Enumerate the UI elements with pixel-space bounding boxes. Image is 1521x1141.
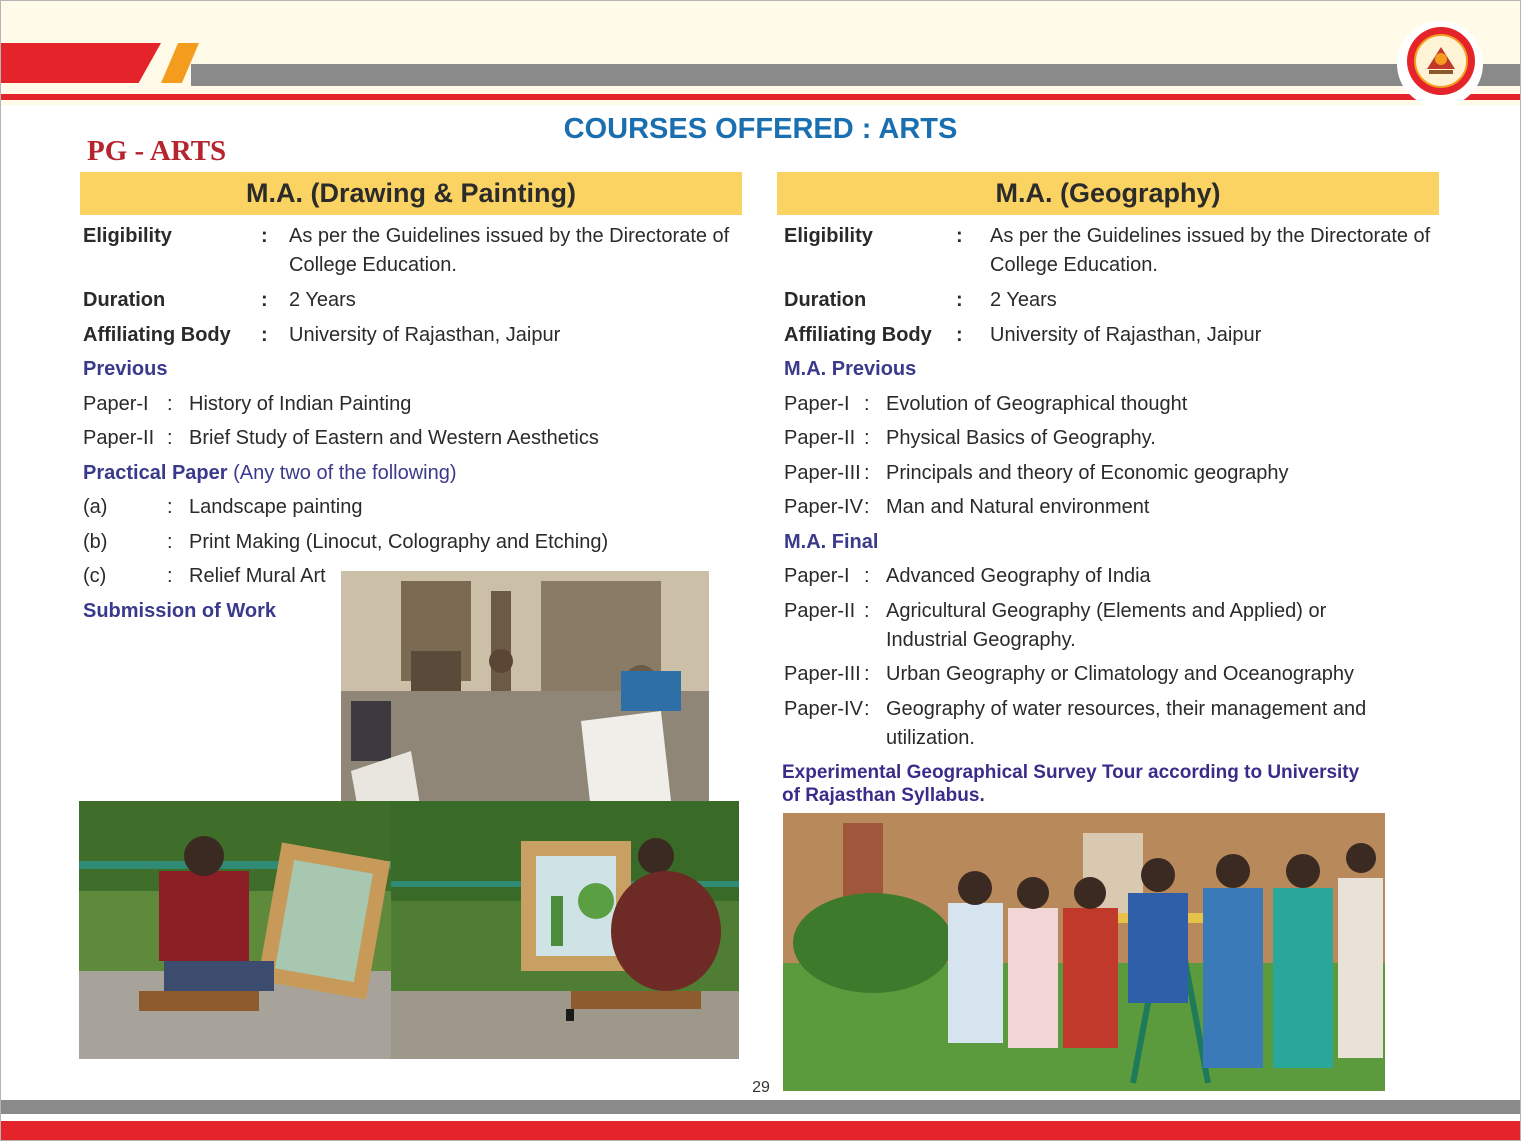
paper-title: Geography of water resources, their management and utilization. <box>886 698 1367 749</box>
duration-label: Duration <box>784 289 867 311</box>
duration-value: 2 Years <box>289 289 356 311</box>
practical-code: (c) <box>83 565 107 587</box>
art-studio-photo <box>341 571 709 833</box>
paper-code: Paper-I <box>784 565 850 587</box>
affiliating-value: University of Rajasthan, Jaipur <box>990 324 1262 346</box>
colon: : <box>864 600 870 622</box>
page-number: 29 <box>752 1079 770 1096</box>
footer-gray-bar <box>1 1100 1520 1114</box>
eligibility-value: As per the Guidelines issued by the Directorate of College Education. <box>289 225 730 276</box>
drawing-painting-heading: M.A. (Drawing & Painting) <box>80 172 742 215</box>
affiliating-value: University of Rajasthan, Jaipur <box>289 324 561 346</box>
paper-code: Paper-II <box>784 600 856 622</box>
colon: : <box>167 496 173 518</box>
submission-label: Submission of Work <box>83 600 276 622</box>
colon: : <box>864 565 870 587</box>
colon: : <box>167 531 173 553</box>
practical-code: (b) <box>83 531 108 553</box>
paper-title: History of Indian Painting <box>189 393 412 415</box>
colon: : <box>167 393 173 415</box>
colon: : <box>864 393 870 415</box>
section-label: PG - ARTS <box>87 135 227 167</box>
paper-title: Urban Geography or Climatology and Oceanography <box>886 663 1355 685</box>
ma-final-label: M.A. Final <box>784 531 879 553</box>
paper-code: Paper-IV <box>784 698 863 720</box>
paper-code: Paper-II <box>784 427 856 449</box>
paper-code: Paper-II <box>83 427 155 449</box>
colon: : <box>864 663 870 685</box>
footer-red-bar <box>1 1121 1520 1140</box>
colon: : <box>956 324 963 346</box>
previous-label: Previous <box>83 358 168 380</box>
duration-label: Duration <box>83 289 166 311</box>
university-seal-icon <box>1405 25 1477 97</box>
ma-previous-label: M.A. Previous <box>784 358 917 380</box>
practical-note: (Any two of the following) <box>233 462 457 484</box>
practical-title: Landscape painting <box>189 496 363 518</box>
eligibility-label: Eligibility <box>83 225 172 247</box>
paper-title: Evolution of Geographical thought <box>886 393 1188 415</box>
practical-title: Relief Mural Art <box>189 565 326 587</box>
colon: : <box>864 462 870 484</box>
painting-outdoor-photo-2 <box>391 801 739 1059</box>
paper-title: Advanced Geography of India <box>886 565 1151 587</box>
paper-code: Paper-III <box>784 663 861 685</box>
header-gray-bar <box>191 64 1520 86</box>
duration-value: 2 Years <box>990 289 1057 311</box>
paper-title: Agricultural Geography (Elements and Applied) or Industrial Geography. <box>886 600 1327 651</box>
colon: : <box>261 324 268 346</box>
practical-title: Print Making (Linocut, Colography and Etching) <box>189 531 609 553</box>
eligibility-value: As per the Guidelines issued by the Directorate of College Education. <box>990 225 1431 276</box>
paper-code: Paper-IV <box>784 496 863 518</box>
header-red-line <box>1 94 1520 100</box>
paper-title: Principals and theory of Economic geography <box>886 462 1289 484</box>
colon: : <box>261 289 268 311</box>
colon: : <box>956 289 963 311</box>
survey-tour-caption: Experimental Geographical Survey Tour according to University of Rajasthan Syllabus. <box>782 762 1360 806</box>
colon: : <box>864 496 870 518</box>
geography-survey-photo <box>783 813 1385 1091</box>
colon: : <box>956 225 963 247</box>
practical-paper-label <box>83 462 457 485</box>
paper-title: Man and Natural environment <box>886 496 1150 518</box>
colon: : <box>167 427 173 449</box>
practical-label: Practical Paper <box>83 462 228 484</box>
paper-title: Physical Basics of Geography. <box>886 427 1156 449</box>
affiliating-label: Affiliating Body <box>83 324 231 346</box>
colon: : <box>261 225 268 247</box>
colon: : <box>167 565 173 587</box>
eligibility-label: Eligibility <box>784 225 873 247</box>
colon: : <box>864 698 870 720</box>
geography-details <box>784 225 1444 755</box>
practical-code: (a) <box>83 496 108 518</box>
header-red-stripe <box>1 43 161 83</box>
paper-code: Paper-I <box>784 393 850 415</box>
header-band <box>1 1 1520 105</box>
colon: : <box>864 427 870 449</box>
courses-offered-title: COURSES OFFERED : ARTS <box>563 113 958 145</box>
paper-code: Paper-III <box>784 462 861 484</box>
paper-title: Brief Study of Eastern and Western Aesthetics <box>189 427 599 449</box>
affiliating-label: Affiliating Body <box>784 324 932 346</box>
painting-outdoor-photo-1 <box>79 801 391 1059</box>
geography-heading: M.A. (Geography) <box>777 172 1439 215</box>
paper-code: Paper-I <box>83 393 149 415</box>
